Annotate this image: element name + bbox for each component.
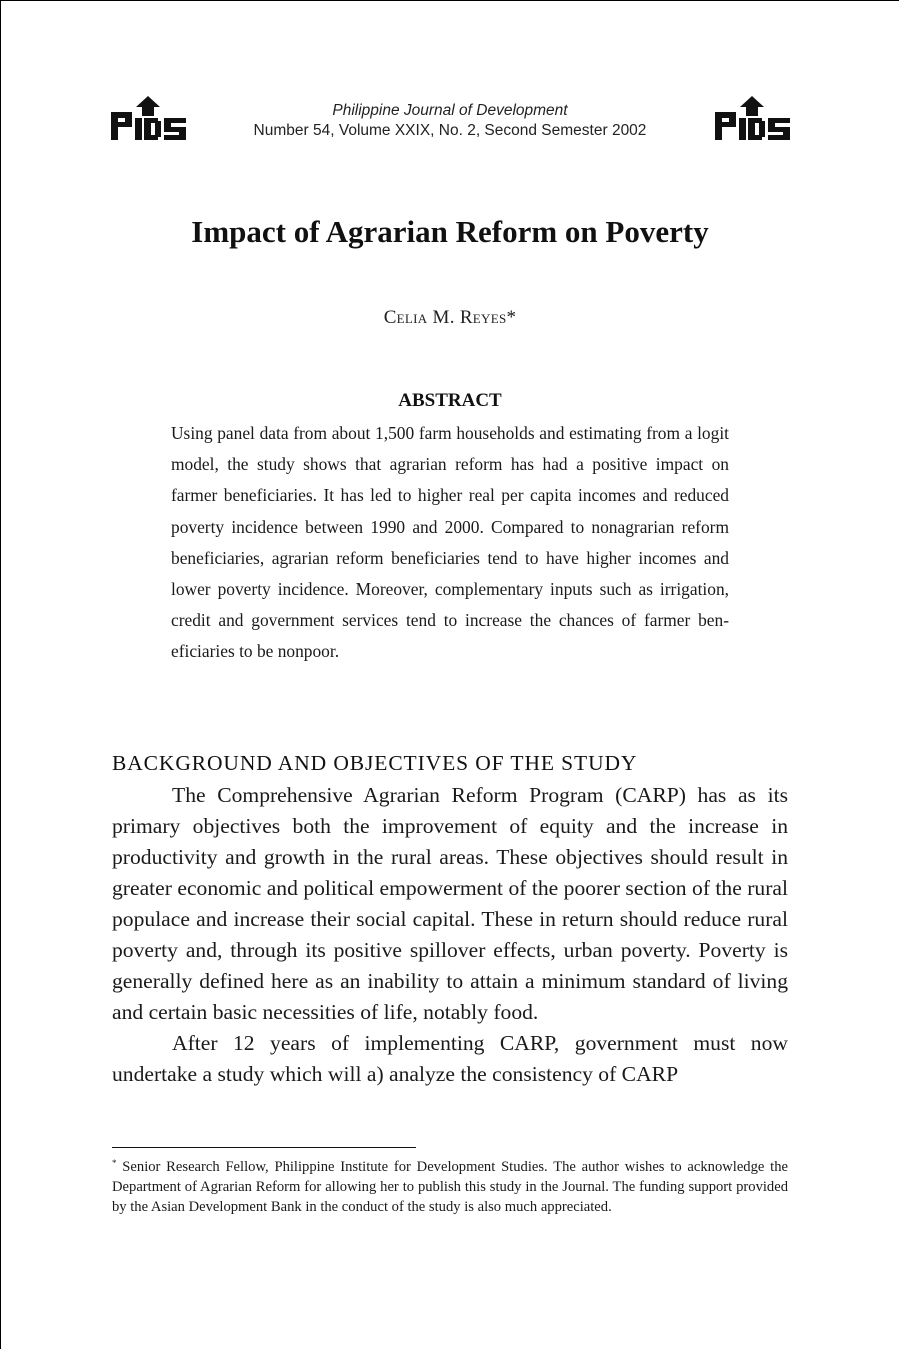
abstract-heading: ABSTRACT xyxy=(398,390,502,411)
article-title: Impact of Agrarian Reform on Poverty xyxy=(191,214,709,249)
footnote-rule xyxy=(112,1147,416,1148)
footnote-marker: * xyxy=(112,1158,117,1168)
section-heading: BACKGROUND AND OBJECTIVES OF THE STUDY xyxy=(112,751,638,775)
abstract-text: Using panel data from about 1,500 farm households and estimating from a logit model, the study shows that agrarian reform has had a positive impact on farmer beneficiaries. It has led to higher real per capita incomes and reduced poverty incidence between 1990 and 2000. Compared to nonagrarian reform beneficiaries, agrarian reform beneficiaries tend to have higher incomes and lower poverty incidence. Moreover, complementary inputs such as irrigation, credit and government services tend to increase the chances of farmer beneficiaries to be nonpoor. xyxy=(171,423,729,662)
body-paragraph: After 12 years of implementing CARP, government must now undertake a study which will a) analyze the consistency of CARP xyxy=(112,1031,788,1086)
journal-issue: Number 54, Volume XXIX, No. 2, Second Semester 2002 xyxy=(253,122,647,139)
body-paragraph: The Comprehensive Agrarian Reform Program (CARP) has as its primary objectives both the improvement of equity and the increase in productivity and growth in the rural areas. These objectives should result in greater economic and political empowerment of the poorer section of the rural populace and increase their social capital. These in return should reduce rural poverty and, through its positive spillover effects, urban poverty. Poverty is generally defined here as an inability to attain a minimum standard of living and certain basic necessities of life, notably food. xyxy=(112,783,788,1024)
footnote-text: Senior Research Fellow, Philippine Institute for Development Studies. The author wishes to acknowledge the Department of Agrarian Reform for allowing her to publish this study in the Journal. The funding support provided by the Asian Development Bank in the conduct of the study is also much appreciated. xyxy=(112,1159,788,1215)
section-body xyxy=(112,780,788,1090)
pids-logo-right xyxy=(715,96,790,140)
journal-name: Philippine Journal of Development xyxy=(332,102,568,119)
footnote xyxy=(112,1157,788,1217)
author-name: Celia M. Reyes* xyxy=(383,307,517,328)
pids-logo-left xyxy=(111,96,186,140)
journal-header xyxy=(200,101,700,141)
